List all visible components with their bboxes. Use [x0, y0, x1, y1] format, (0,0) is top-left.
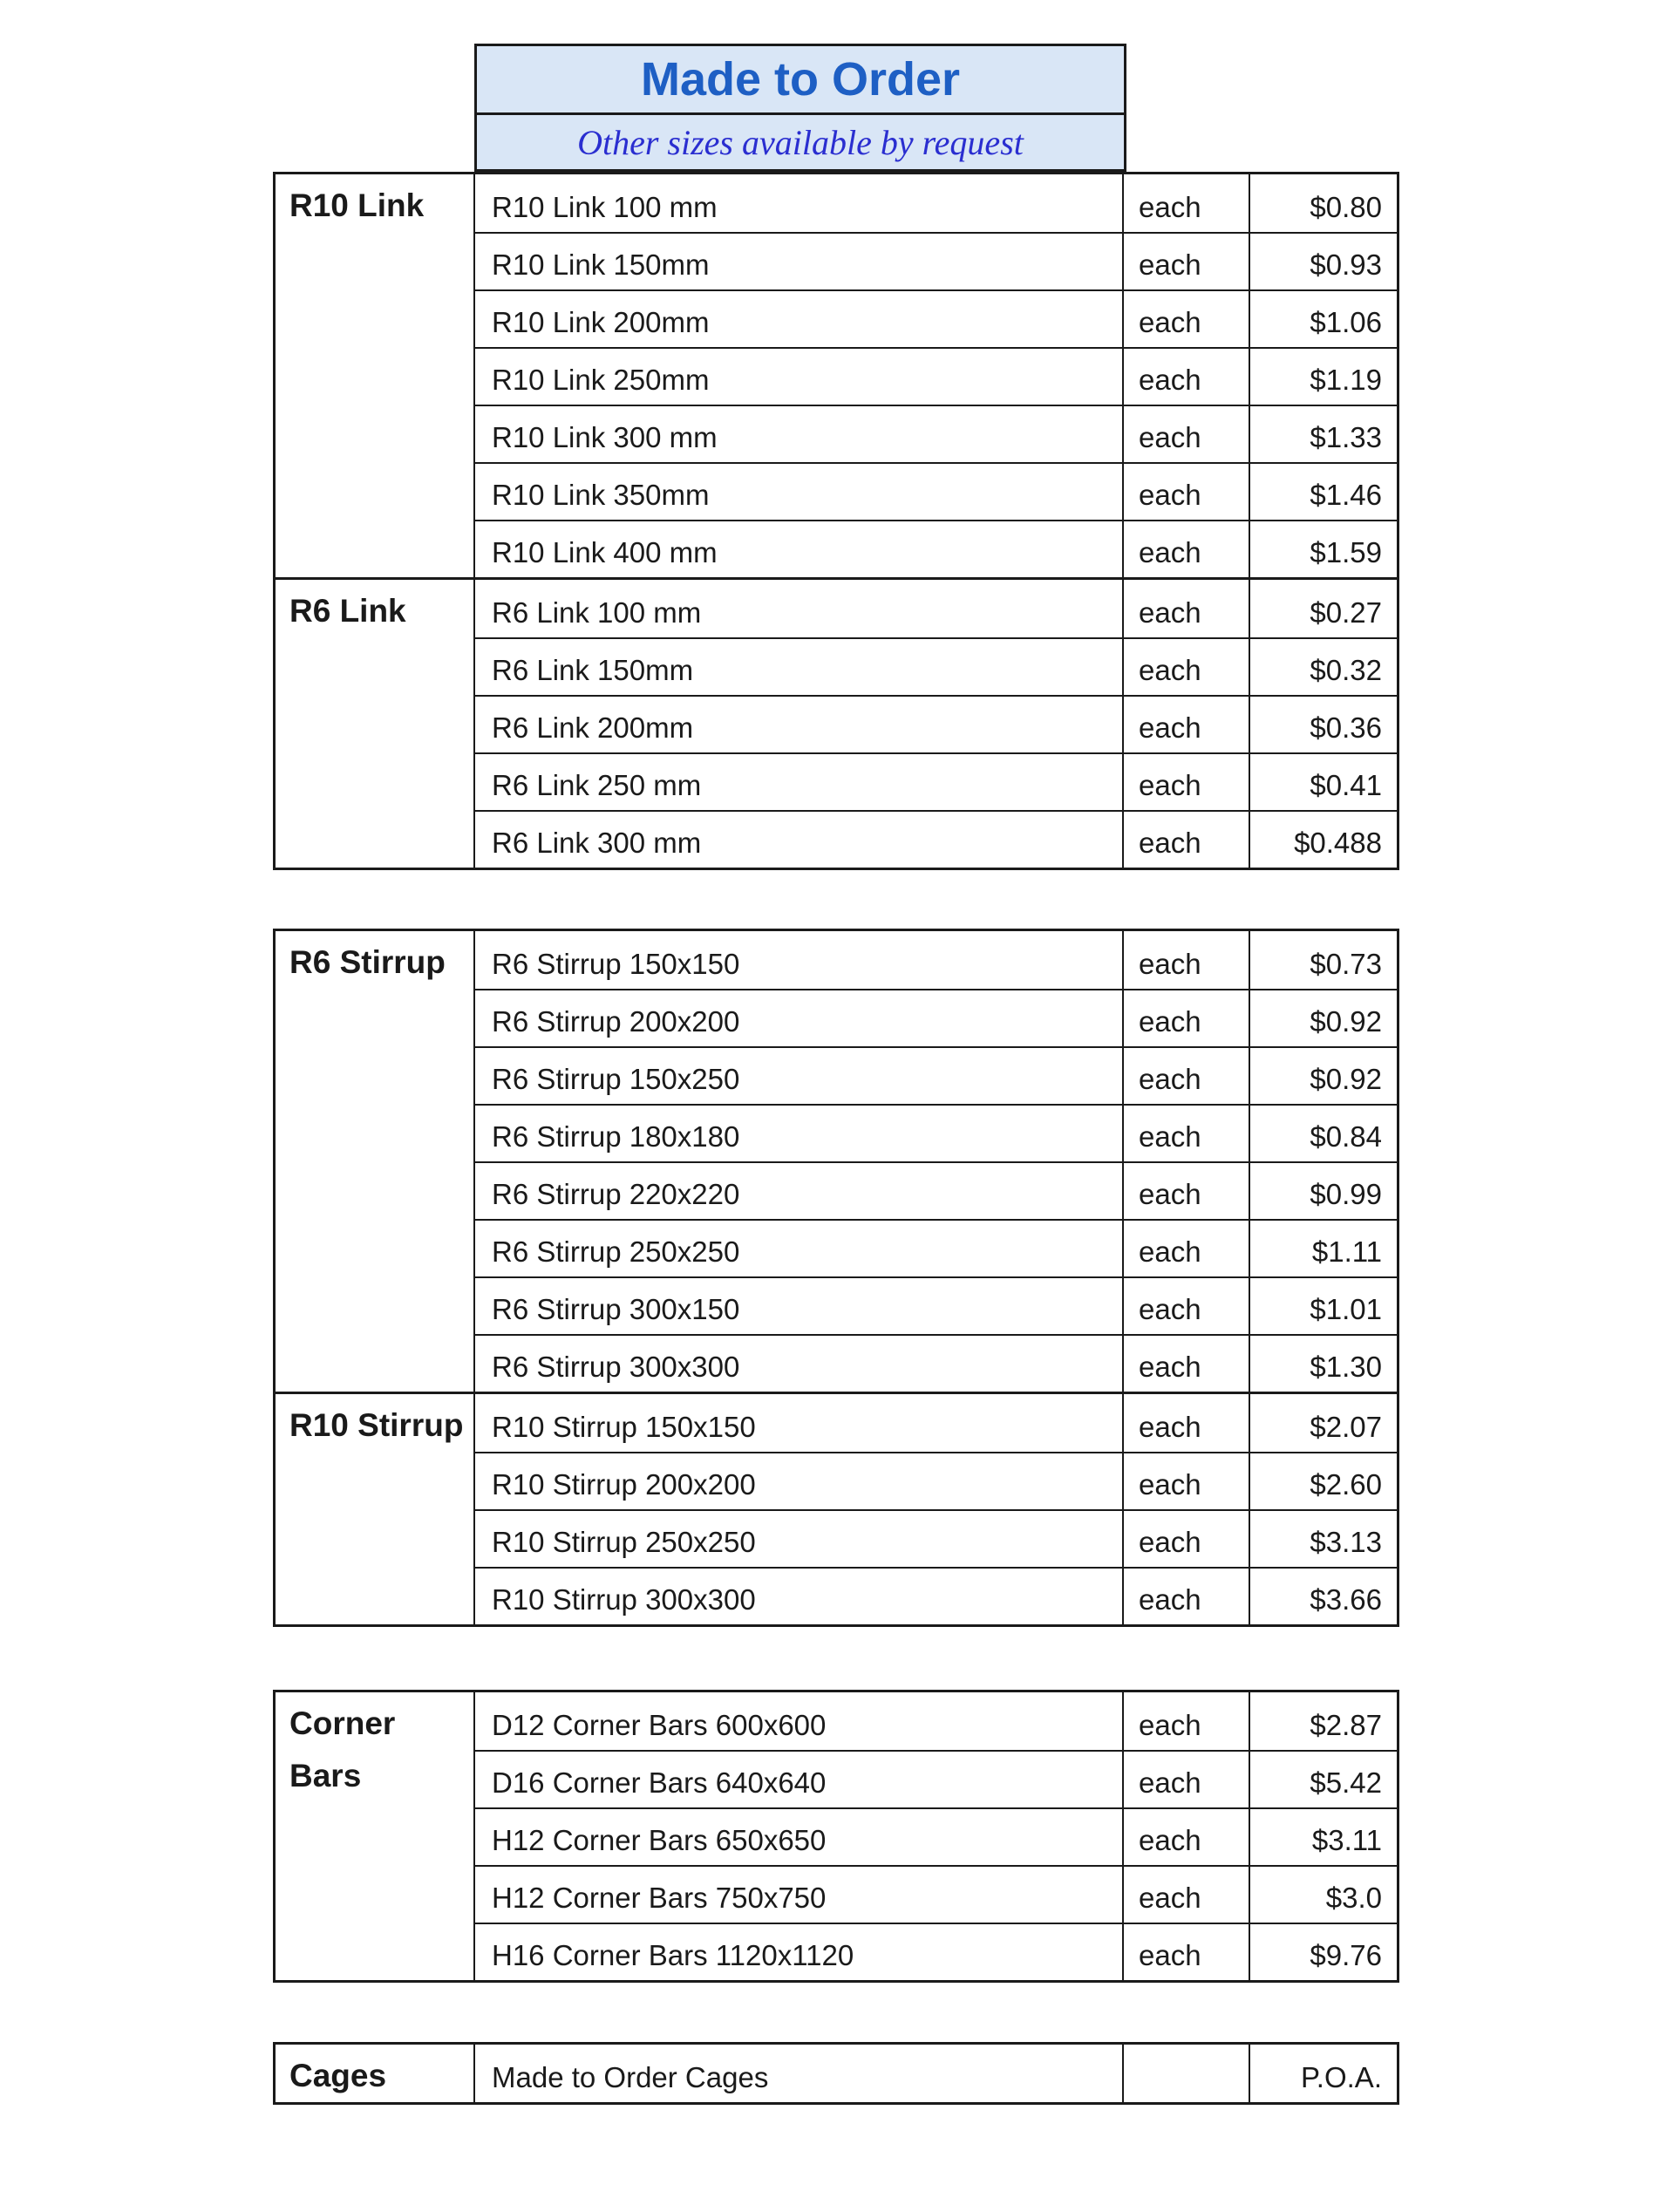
item-unit: each [1122, 521, 1249, 577]
item-description: R10 Link 200mm [492, 306, 710, 338]
table-row [475, 462, 1397, 520]
item-unit: each [1122, 1867, 1249, 1923]
section-label: Corner Bars [276, 1692, 475, 1980]
item-price: $1.46 [1249, 464, 1397, 520]
item-unit: each [1122, 1394, 1249, 1452]
item-unit: each [1122, 639, 1249, 695]
item-unit [1122, 2045, 1249, 2102]
item-description: R6 Link 300 mm [492, 827, 702, 859]
section-label: R6 Link [276, 580, 475, 868]
table-row [475, 289, 1397, 347]
made-to-order-header [474, 44, 1126, 172]
item-unit: each [1122, 1809, 1249, 1865]
item-price: $0.488 [1249, 812, 1397, 868]
table-row [475, 1452, 1397, 1509]
item-price: P.O.A. [1249, 2045, 1397, 2102]
item-unit: each [1122, 1048, 1249, 1104]
item-description: R6 Link 150mm [492, 654, 694, 686]
item-unit: each [1122, 406, 1249, 462]
item-price: $3.0 [1249, 1867, 1397, 1923]
item-unit: each [1122, 1336, 1249, 1392]
section-rows [475, 174, 1397, 577]
price-table-links [273, 172, 1399, 870]
table-section [276, 1392, 1397, 1624]
item-price: $2.87 [1249, 1692, 1397, 1750]
item-description: R6 Link 100 mm [492, 596, 702, 629]
section-label: R10 Link [276, 174, 475, 577]
item-unit: each [1122, 1106, 1249, 1161]
item-unit: each [1122, 1924, 1249, 1980]
item-unit: each [1122, 174, 1249, 232]
item-unit: each [1122, 234, 1249, 289]
price-table-cages [273, 2042, 1399, 2105]
table-row [475, 1046, 1397, 1104]
section-label: R6 Stirrup [276, 931, 475, 1392]
table-row [475, 174, 1397, 232]
item-price: $0.93 [1249, 234, 1397, 289]
item-price: $0.92 [1249, 1048, 1397, 1104]
item-description: R10 Stirrup 200x200 [492, 1468, 756, 1501]
section-rows [475, 1394, 1397, 1624]
item-description: H12 Corner Bars 750x750 [492, 1882, 827, 1914]
item-description: R6 Stirrup 180x180 [492, 1120, 740, 1153]
item-description: R10 Link 400 mm [492, 536, 718, 568]
table-row [475, 1807, 1397, 1865]
table-row [475, 347, 1397, 405]
item-unit: each [1122, 990, 1249, 1046]
table-row [475, 752, 1397, 810]
item-description: D12 Corner Bars 600x600 [492, 1709, 827, 1741]
table-section [276, 2045, 1397, 2102]
table-row [475, 637, 1397, 695]
item-price: $0.41 [1249, 754, 1397, 810]
table-section [276, 1692, 1397, 1980]
item-description: D16 Corner Bars 640x640 [492, 1766, 827, 1799]
table-row [475, 520, 1397, 577]
section-rows [475, 580, 1397, 868]
item-unit: each [1122, 697, 1249, 752]
table-row [475, 2045, 1397, 2102]
item-price: $1.11 [1249, 1221, 1397, 1276]
table-row [475, 1509, 1397, 1567]
item-description: R6 Stirrup 250x250 [492, 1235, 740, 1268]
section-rows [475, 1692, 1397, 1980]
table-row [475, 1692, 1397, 1750]
item-price: $1.06 [1249, 291, 1397, 347]
item-description: R6 Stirrup 150x250 [492, 1063, 740, 1095]
table-row [475, 695, 1397, 752]
table-section [276, 931, 1397, 1392]
item-price: $1.30 [1249, 1336, 1397, 1392]
item-description: Made to Order Cages [492, 2061, 769, 2093]
item-price: $2.60 [1249, 1453, 1397, 1509]
table-row [475, 931, 1397, 989]
item-price: $3.13 [1249, 1511, 1397, 1567]
item-price: $1.01 [1249, 1278, 1397, 1334]
item-price: $0.92 [1249, 990, 1397, 1046]
item-unit: each [1122, 1511, 1249, 1567]
item-unit: each [1122, 1569, 1249, 1624]
item-unit: each [1122, 1278, 1249, 1334]
item-unit: each [1122, 580, 1249, 637]
table-row [475, 1923, 1397, 1980]
item-description: R10 Link 100 mm [492, 191, 718, 223]
page-subtitle: Other sizes available by request [577, 122, 1024, 162]
item-price: $0.36 [1249, 697, 1397, 752]
item-description: R10 Link 300 mm [492, 421, 718, 453]
table-section [276, 174, 1397, 577]
table-row [475, 1394, 1397, 1452]
item-price: $0.80 [1249, 174, 1397, 232]
item-price: $3.11 [1249, 1809, 1397, 1865]
item-unit: each [1122, 291, 1249, 347]
item-description: R6 Link 250 mm [492, 769, 702, 801]
item-price: $1.33 [1249, 406, 1397, 462]
item-description: R6 Link 200mm [492, 711, 694, 744]
table-section [276, 577, 1397, 868]
item-unit: each [1122, 1453, 1249, 1509]
item-unit: each [1122, 812, 1249, 868]
table-row [475, 1865, 1397, 1923]
table-row [475, 1750, 1397, 1807]
item-price: $1.59 [1249, 521, 1397, 577]
section-label: Cages [276, 2045, 475, 2102]
table-row [475, 1219, 1397, 1276]
page-title: Made to Order [477, 46, 1124, 115]
item-price: $0.84 [1249, 1106, 1397, 1161]
item-price: $0.99 [1249, 1163, 1397, 1219]
table-row [475, 405, 1397, 462]
item-unit: each [1122, 1692, 1249, 1750]
table-row [475, 810, 1397, 868]
table-row [475, 1161, 1397, 1219]
table-row [475, 1104, 1397, 1161]
item-price: $5.42 [1249, 1752, 1397, 1807]
table-row [475, 1567, 1397, 1624]
item-unit: each [1122, 1752, 1249, 1807]
item-description: R10 Link 350mm [492, 479, 710, 511]
item-description: H12 Corner Bars 650x650 [492, 1824, 827, 1856]
item-unit: each [1122, 1163, 1249, 1219]
item-description: R6 Stirrup 300x300 [492, 1351, 740, 1383]
item-price: $9.76 [1249, 1924, 1397, 1980]
item-description: R10 Stirrup 300x300 [492, 1583, 756, 1616]
price-table-stirrups [273, 929, 1399, 1627]
item-price: $0.32 [1249, 639, 1397, 695]
item-unit: each [1122, 1221, 1249, 1276]
item-description: H16 Corner Bars 1120x1120 [492, 1939, 854, 1971]
section-rows [475, 931, 1397, 1392]
table-row [475, 1334, 1397, 1392]
table-row [475, 232, 1397, 289]
item-price: $3.66 [1249, 1569, 1397, 1624]
table-row [475, 1276, 1397, 1334]
table-row [475, 989, 1397, 1046]
item-price: $0.73 [1249, 931, 1397, 989]
item-description: R6 Stirrup 200x200 [492, 1005, 740, 1038]
item-description: R10 Stirrup 250x250 [492, 1526, 756, 1558]
section-label: R10 Stirrup [276, 1394, 475, 1624]
item-unit: each [1122, 931, 1249, 989]
item-price: $0.27 [1249, 580, 1397, 637]
item-description: R10 Stirrup 150x150 [492, 1411, 756, 1443]
item-price: $2.07 [1249, 1394, 1397, 1452]
price-table-corner-bars [273, 1690, 1399, 1983]
item-description: R6 Stirrup 220x220 [492, 1178, 740, 1210]
item-unit: each [1122, 349, 1249, 405]
item-description: R6 Stirrup 150x150 [492, 948, 740, 980]
item-description: R6 Stirrup 300x150 [492, 1293, 740, 1325]
section-rows [475, 2045, 1397, 2102]
table-row [475, 580, 1397, 637]
item-unit: each [1122, 464, 1249, 520]
item-description: R10 Link 250mm [492, 364, 710, 396]
item-price: $1.19 [1249, 349, 1397, 405]
item-unit: each [1122, 754, 1249, 810]
item-description: R10 Link 150mm [492, 248, 710, 281]
